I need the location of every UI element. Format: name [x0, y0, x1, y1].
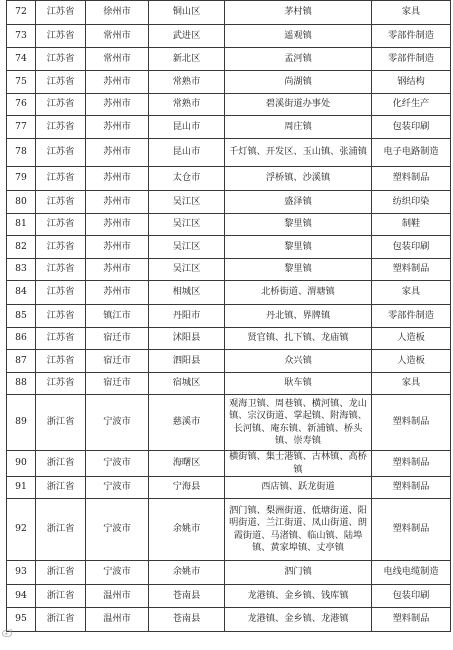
table-row: [7, 585, 451, 608]
city-cell: 镇江市: [86, 305, 149, 328]
province-cell: 江苏省: [36, 214, 86, 236]
table-row: [7, 328, 451, 350]
province-cell: 浙江省: [36, 561, 86, 585]
district-cell: 铜山区: [149, 1, 225, 25]
province-cell: 浙江省: [36, 499, 86, 561]
towns-cell: 黎里镇: [225, 214, 372, 236]
towns-cell: 尚湖镇: [225, 71, 372, 94]
district-cell: 海曙区: [149, 451, 225, 477]
city-cell: 宿迁市: [86, 350, 149, 373]
city-cell: 温州市: [86, 608, 149, 632]
province-cell: 浙江省: [36, 451, 86, 477]
row-number-cell: 76: [7, 94, 36, 116]
district-cell: 相城区: [149, 281, 225, 305]
district-cell: 常熟市: [149, 71, 225, 94]
industry-cell: 纺织印染: [372, 191, 451, 214]
district-cell: 宁海县: [149, 477, 225, 499]
province-cell: 江苏省: [36, 167, 86, 191]
row-number-cell: 88: [7, 373, 36, 395]
table-row: [7, 259, 451, 281]
province-cell: 江苏省: [36, 328, 86, 350]
industry-cell: 包装印刷: [372, 236, 451, 259]
city-cell: 苏州市: [86, 236, 149, 259]
industry-cell: 钢结构: [372, 71, 451, 94]
table-row: [7, 477, 451, 499]
district-cell: 慈溪市: [149, 395, 225, 451]
province-cell: 江苏省: [36, 25, 86, 48]
table-row: [7, 499, 451, 561]
city-cell: 苏州市: [86, 191, 149, 214]
city-cell: 宁波市: [86, 499, 149, 561]
towns-cell: 西店镇、跃龙街道: [225, 477, 372, 499]
towns-cell: 黎里镇: [225, 259, 372, 281]
row-number-cell: 87: [7, 350, 36, 373]
industry-cell: 包装印刷: [372, 116, 451, 139]
city-cell: 宁波市: [86, 477, 149, 499]
weibo-icon: [2, 628, 13, 637]
industry-cell: 零部件制造: [372, 305, 451, 328]
city-cell: 常州市: [86, 25, 149, 48]
industry-cell: 电子电路制造: [372, 139, 451, 167]
row-number-cell: 91: [7, 477, 36, 499]
industry-cell: 塑料制品: [372, 477, 451, 499]
district-cell: 吴江区: [149, 236, 225, 259]
province-cell: 江苏省: [36, 259, 86, 281]
province-cell: 江苏省: [36, 373, 86, 395]
province-cell: 江苏省: [36, 305, 86, 328]
towns-cell: 丹北镇、界牌镇: [225, 305, 372, 328]
table-row: [7, 48, 451, 71]
province-cell: 江苏省: [36, 116, 86, 139]
table-row: [7, 116, 451, 139]
towns-cell: 碧溪街道办事处: [225, 94, 372, 116]
table-row: [7, 373, 451, 395]
row-number-cell: 83: [7, 259, 36, 281]
row-number-cell: 81: [7, 214, 36, 236]
province-cell: 江苏省: [36, 48, 86, 71]
industry-cell: 塑料制品: [372, 499, 451, 561]
towns-cell: 龙港镇、金乡镇、钱库镇: [225, 585, 372, 608]
district-cell: 武进区: [149, 25, 225, 48]
table-row: [7, 608, 451, 632]
city-cell: 徐州市: [86, 1, 149, 25]
row-number-cell: 72: [7, 1, 36, 25]
row-number-cell: 95: [7, 608, 36, 632]
table-row: [7, 451, 451, 477]
table-row: [7, 561, 451, 585]
industry-cell: 包装印刷: [372, 585, 451, 608]
towns-cell: 北桥街道、渭塘镇: [225, 281, 372, 305]
towns-cell: 泗门镇、梨洲街道、低塘街道、阳明街道、兰江街道、凤山街道、朗霞街道、马渚镇、临山镇、陆埠镇、黄家埠镇、丈亭镇: [225, 499, 372, 561]
province-cell: 浙江省: [36, 477, 86, 499]
row-number-cell: 94: [7, 585, 36, 608]
province-cell: 江苏省: [36, 191, 86, 214]
row-number-cell: 82: [7, 236, 36, 259]
district-cell: 苍南县: [149, 585, 225, 608]
district-cell: 常熟市: [149, 94, 225, 116]
table-row: [7, 139, 451, 167]
district-cell: 余姚市: [149, 561, 225, 585]
province-cell: 江苏省: [36, 350, 86, 373]
table-row: [7, 191, 451, 214]
industry-cell: 家具: [372, 281, 451, 305]
row-number-cell: 79: [7, 167, 36, 191]
towns-cell: 黎里镇: [225, 236, 372, 259]
towns-cell: 盛泽镇: [225, 191, 372, 214]
table-row: [7, 167, 451, 191]
district-cell: 吴江区: [149, 214, 225, 236]
towns-cell: 浮桥镇、沙溪镇: [225, 167, 372, 191]
table-row: [7, 71, 451, 94]
industry-cell: 家具: [372, 373, 451, 395]
industry-cell: 化纤生产: [372, 94, 451, 116]
district-cell: 吴江区: [149, 259, 225, 281]
district-cell: 宿城区: [149, 373, 225, 395]
city-cell: 苏州市: [86, 116, 149, 139]
industry-cell: 塑料制品: [372, 608, 451, 632]
city-cell: 常州市: [86, 48, 149, 71]
district-cell: 沭阳县: [149, 328, 225, 350]
towns-cell: 龙港镇、金乡镇、龙港镇: [225, 608, 372, 632]
row-number-cell: 74: [7, 48, 36, 71]
table-body: [7, 1, 451, 632]
industry-cell: 制鞋: [372, 214, 451, 236]
table-row: [7, 25, 451, 48]
towns-cell: 孟河镇: [225, 48, 372, 71]
row-number-cell: 86: [7, 328, 36, 350]
city-cell: 温州市: [86, 585, 149, 608]
towns-cell: 遥观镇: [225, 25, 372, 48]
city-cell: 宁波市: [86, 395, 149, 451]
table-row: [7, 94, 451, 116]
towns-cell: 泗门镇: [225, 561, 372, 585]
city-cell: 苏州市: [86, 71, 149, 94]
province-cell: 江苏省: [36, 71, 86, 94]
district-cell: 新北区: [149, 48, 225, 71]
enterprise-list-table: [6, 0, 451, 632]
district-cell: 丹阳市: [149, 305, 225, 328]
towns-cell: 贤官镇、扎下镇、龙庙镇: [225, 328, 372, 350]
city-cell: 宁波市: [86, 451, 149, 477]
district-cell: 太仓市: [149, 167, 225, 191]
industry-cell: 人造板: [372, 328, 451, 350]
city-cell: 苏州市: [86, 167, 149, 191]
row-number-cell: 85: [7, 305, 36, 328]
table-row: [7, 305, 451, 328]
row-number-cell: 80: [7, 191, 36, 214]
district-cell: 昆山市: [149, 116, 225, 139]
row-number-cell: 75: [7, 71, 36, 94]
province-cell: 江苏省: [36, 281, 86, 305]
district-cell: 余姚市: [149, 499, 225, 561]
province-cell: 浙江省: [36, 608, 86, 632]
province-cell: 浙江省: [36, 585, 86, 608]
district-cell: 吴江区: [149, 191, 225, 214]
towns-cell: 千灯镇、开发区、玉山镇、张浦镇: [225, 139, 372, 167]
province-cell: 浙江省: [36, 395, 86, 451]
province-cell: 江苏省: [36, 139, 86, 167]
industry-cell: 零部件制造: [372, 25, 451, 48]
industry-cell: 人造板: [372, 350, 451, 373]
row-number-cell: 77: [7, 116, 36, 139]
towns-cell: 耿车镇: [225, 373, 372, 395]
city-cell: 苏州市: [86, 139, 149, 167]
table-row: [7, 214, 451, 236]
row-number-cell: 89: [7, 395, 36, 451]
province-cell: 江苏省: [36, 94, 86, 116]
towns-cell: 观海卫镇、周巷镇、横河镇、龙山镇、宗汉街道、掌起镇、附海镇、长河镇、庵东镇、新浦镇、桥头镇、崇寿镇: [225, 395, 372, 451]
industry-cell: 塑料制品: [372, 167, 451, 191]
table-row: [7, 281, 451, 305]
city-cell: 苏州市: [86, 94, 149, 116]
city-cell: 苏州市: [86, 281, 149, 305]
industry-cell: 塑料制品: [372, 259, 451, 281]
watermark: [2, 628, 13, 638]
city-cell: 宁波市: [86, 561, 149, 585]
city-cell: 苏州市: [86, 214, 149, 236]
row-number-cell: 93: [7, 561, 36, 585]
industry-cell: 塑料制品: [372, 451, 451, 477]
towns-cell: 茅村镇: [225, 1, 372, 25]
row-number-cell: 84: [7, 281, 36, 305]
towns-cell: 横街镇、集士港镇、古林镇、高桥镇: [225, 451, 372, 477]
industry-cell: 电线电缆制造: [372, 561, 451, 585]
industry-cell: 家具: [372, 1, 451, 25]
province-cell: 江苏省: [36, 236, 86, 259]
city-cell: 宿迁市: [86, 328, 149, 350]
towns-cell: 周庄镇: [225, 116, 372, 139]
table-row: [7, 395, 451, 451]
row-number-cell: 73: [7, 25, 36, 48]
table-row: [7, 350, 451, 373]
city-cell: 苏州市: [86, 259, 149, 281]
table-row: [7, 1, 451, 25]
row-number-cell: 92: [7, 499, 36, 561]
district-cell: 苍南县: [149, 608, 225, 632]
district-cell: 泗阳县: [149, 350, 225, 373]
industry-cell: 塑料制品: [372, 395, 451, 451]
district-cell: 昆山市: [149, 139, 225, 167]
city-cell: 宿迁市: [86, 373, 149, 395]
industry-cell: 零部件制造: [372, 48, 451, 71]
row-number-cell: 78: [7, 139, 36, 167]
province-cell: 江苏省: [36, 1, 86, 25]
row-number-cell: 90: [7, 451, 36, 477]
towns-cell: 众兴镇: [225, 350, 372, 373]
table-row: [7, 236, 451, 259]
